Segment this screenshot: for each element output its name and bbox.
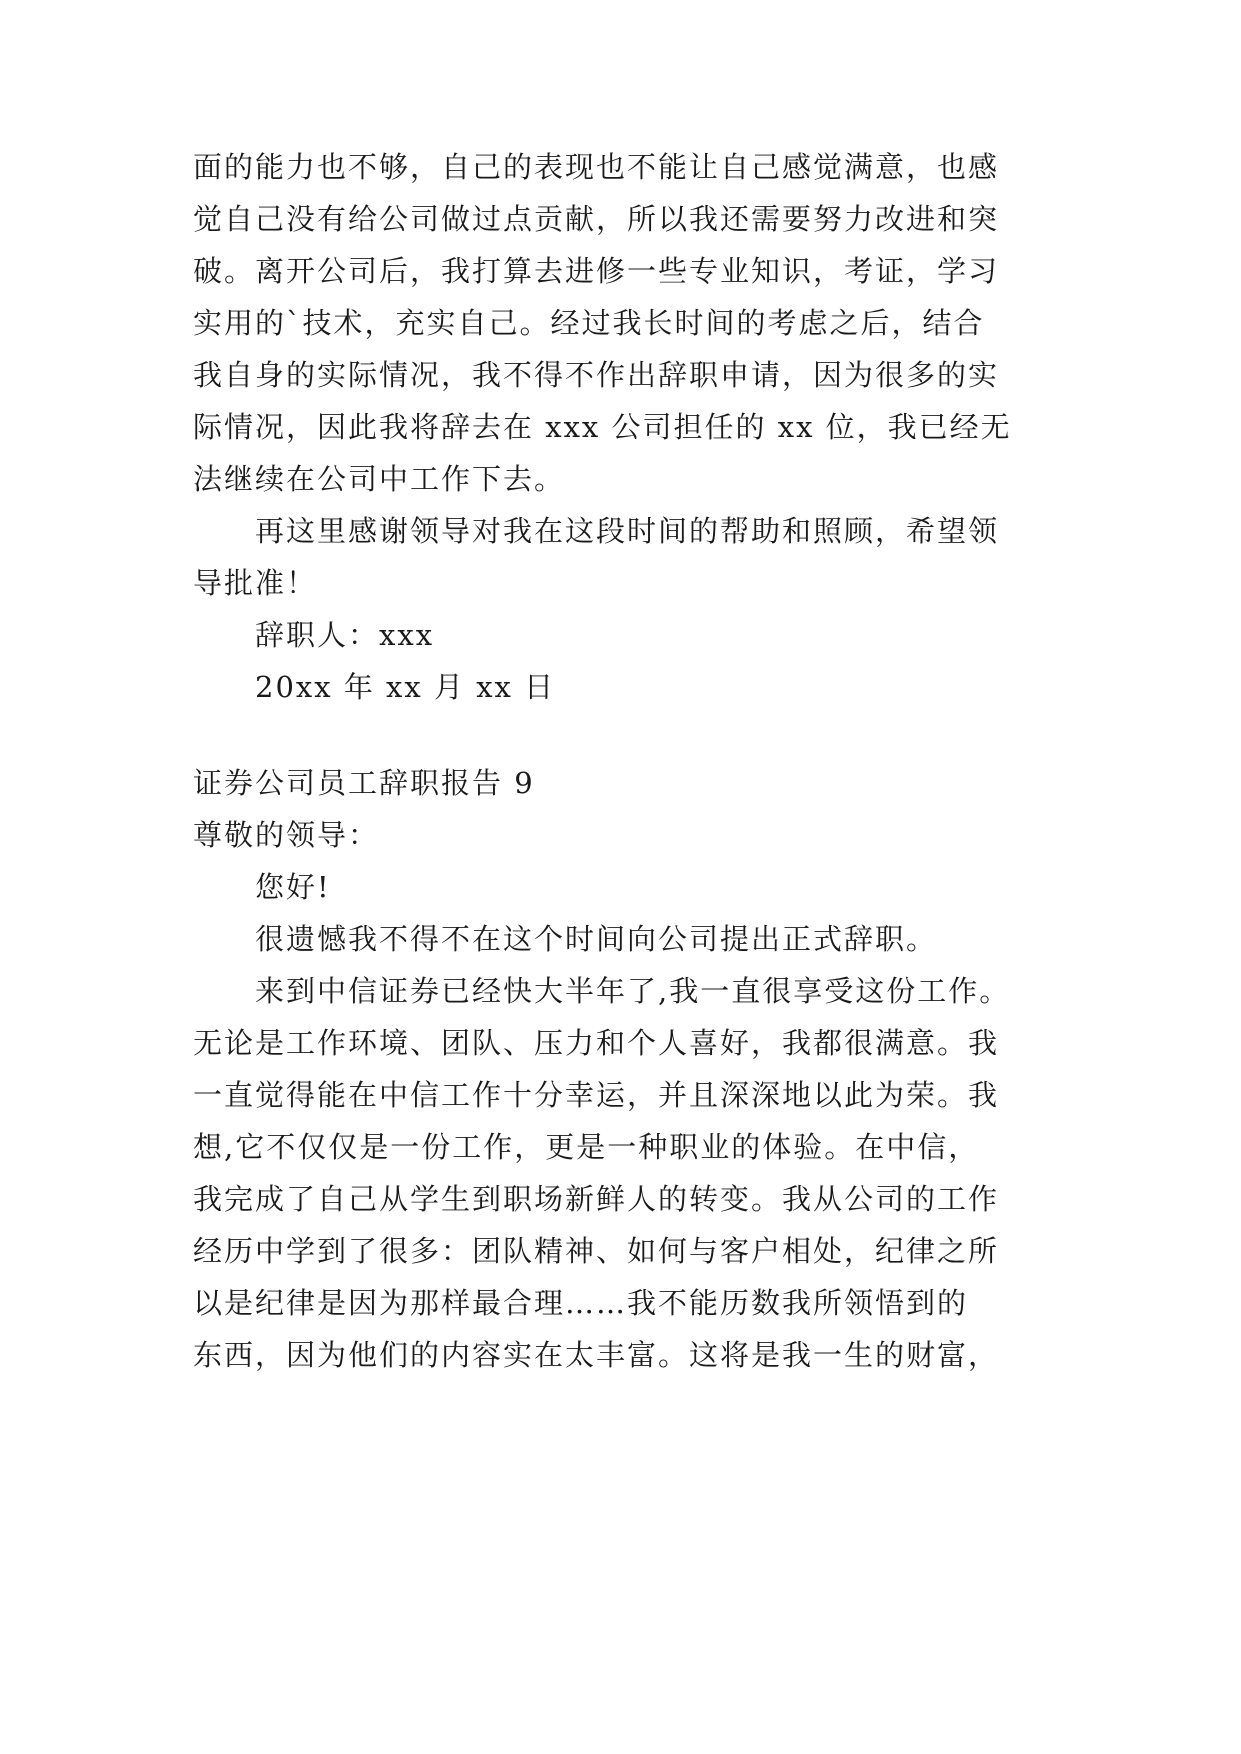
body-line: 面的能力也不够，自己的表现也不能让自己感觉满意，也感: [193, 150, 1000, 184]
body-line: 来到中信证券已经快大半年了,我一直很享受这份工作。: [255, 974, 1011, 1008]
body-line: 导批准！: [193, 566, 318, 600]
body-line: 破。离开公司后，我打算去进修一些专业知识，考证，学习: [193, 254, 1000, 288]
body-line: 我完成了自己从学生到职场新鲜人的转变。我从公司的工作: [193, 1182, 1000, 1216]
body-line: 际情况，因此我将辞去在 xxx 公司担任的 xx 位，我已经无: [193, 410, 1012, 444]
body-line: 以是纪律是因为那样最合理……我不能历数我所领悟到的: [193, 1286, 969, 1320]
body-line: 觉自己没有给公司做过点贡献，所以我还需要努力改进和突: [193, 202, 1000, 236]
body-line: 我自身的实际情况，我不得不作出辞职申请，因为很多的实: [193, 358, 1000, 392]
body-line: 想,它不仅仅是一份工作，更是一种职业的体验。在中信，: [193, 1130, 980, 1164]
signature-line: 辞职人：xxx: [255, 618, 435, 652]
body-line: 实用的`技术，充实自己。经过我长时间的考虑之后，结合: [193, 306, 985, 340]
body-line: 经历中学到了很多：团队精神、如何与客户相处，纪律之所: [193, 1234, 1000, 1268]
body-line: 很遗憾我不得不在这个时间向公司提出正式辞职。: [255, 922, 938, 956]
salutation: 尊敬的领导：: [193, 818, 380, 852]
body-line: 东西，因为他们的内容实在太丰富。这将是我一生的财富，: [193, 1338, 1000, 1372]
body-line: 一直觉得能在中信工作十分幸运，并且深深地以此为荣。我: [193, 1078, 1000, 1112]
body-line: 法继续在公司中工作下去。: [193, 462, 566, 496]
greeting: 您好!: [255, 870, 331, 904]
body-line: 无论是工作环境、团队、压力和个人喜好，我都很满意。我: [193, 1026, 1000, 1060]
section-title: 证券公司员工辞职报告 9: [193, 766, 535, 800]
date-line: 20xx 年 xx 月 xx 日: [255, 670, 556, 704]
body-line: 再这里感谢领导对我在这段时间的帮助和照顾，希望领: [255, 514, 1000, 548]
